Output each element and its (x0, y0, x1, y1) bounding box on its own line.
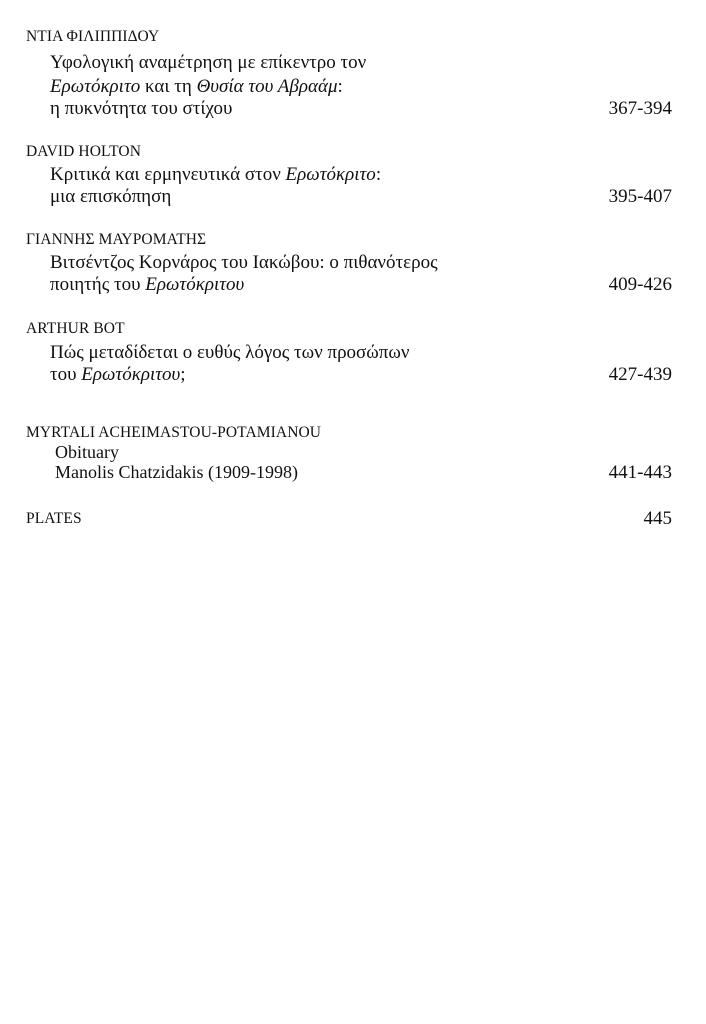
title-line: Υφολογική αναμέτρηση με επίκεντρο τον (50, 52, 367, 73)
page-range: 367-394 (608, 98, 672, 119)
title-line: Manolis Chatzidakis (1909-1998) (55, 462, 298, 482)
title-line: Ερωτόκριτο και τη Θυσία του Αβραάμ: (50, 76, 343, 97)
author-name: MYRTALI ACHEIMASTOU-POTAMIANOU (26, 424, 322, 441)
section-name: PLATES (26, 510, 82, 527)
page-range: 409-426 (608, 274, 672, 295)
page-range: 441-443 (608, 462, 672, 483)
title-line: ποιητής του Ερωτόκριτου (50, 274, 245, 295)
page-range: 395-407 (608, 186, 672, 207)
title-line: του Ερωτόκριτου; (50, 364, 186, 385)
title-line: μια επισκόπηση (50, 186, 172, 207)
title-line: η πυκνότητα του στίχου (50, 98, 233, 119)
page-range: 445 (643, 508, 672, 529)
title-line: Βιτσέντζος Κορνάρος του Ιακώβου: ο πιθανότερος (50, 252, 438, 273)
author-name: ΝΤΙΑ ΦΙΛΙΠΠΙΔΟΥ (26, 28, 160, 45)
author-name: ΓΙΑΝΝΗΣ ΜΑΥΡΟΜΑΤΗΣ (26, 231, 207, 248)
title-line: Πώς μεταδίδεται ο ευθύς λόγος των προσώπων (50, 342, 410, 363)
title-line: Obituary (55, 442, 119, 462)
title-line: Κριτικά και ερμηνευτικά στον Ερωτόκριτο: (50, 164, 382, 185)
author-name: DAVID HOLTON (26, 143, 142, 160)
author-name: ARTHUR BOT (26, 320, 125, 337)
page-range: 427-439 (608, 364, 672, 385)
